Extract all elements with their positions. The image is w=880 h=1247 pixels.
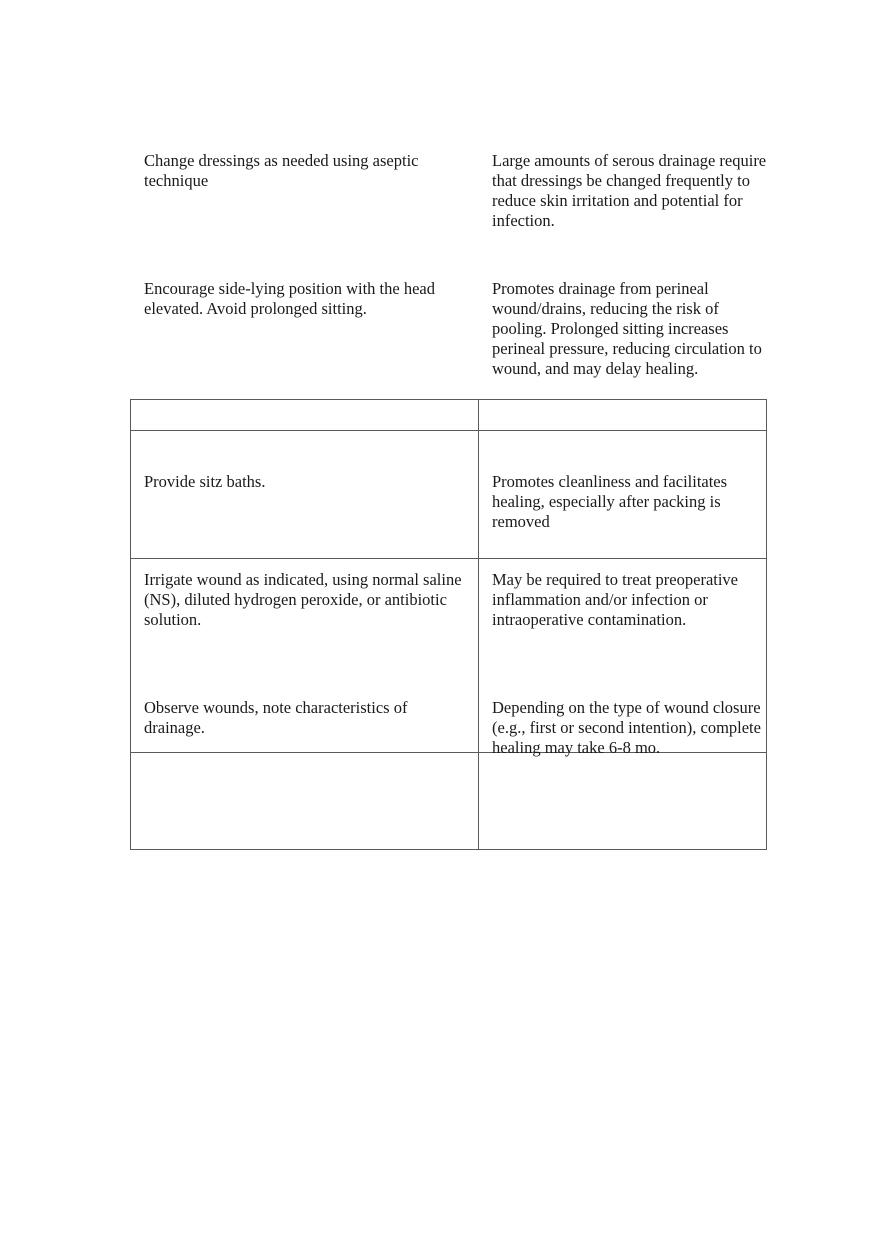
intervention-cell: Change dressings as needed using aseptic technique (144, 151, 419, 190)
intervention-cell: Irrigate wound as indicated, using normal saline (NS), diluted hydrogen peroxide, or antibiotic solution. (144, 570, 462, 629)
intervention-cell: Provide sitz baths. (144, 472, 266, 491)
rationale-cell: Promotes drainage from perineal wound/drains, reducing the risk of pooling. Prolonged sitting increases perineal pressure, reducing circulation to wound, and may delay healing. (492, 279, 762, 378)
intervention-cell: Observe wounds, note characteristics of drainage. (144, 698, 408, 737)
table-row-divider (130, 430, 767, 431)
rationale-cell: Depending on the type of wound closure (e.g., first or second intention), complete healing may take 6-8 mo. (492, 698, 761, 757)
table-row-divider (130, 558, 767, 559)
table-column-divider (478, 399, 479, 850)
rationale-cell: May be required to treat preoperative inflammation and/or infection or intraoperative contamination. (492, 570, 739, 629)
rationale-cell: Promotes cleanliness and facilitates healing, especially after packing is removed (492, 472, 728, 531)
table-border-left (130, 399, 131, 850)
table-border-top (130, 399, 767, 400)
rationale-cell: Large amounts of serous drainage require that dressings be changed frequently to reduce skin irritation and potential for infection. (492, 151, 767, 230)
intervention-cell: Encourage side-lying position with the head elevated. Avoid prolonged sitting. (144, 279, 435, 318)
table-border-bottom (130, 849, 767, 850)
